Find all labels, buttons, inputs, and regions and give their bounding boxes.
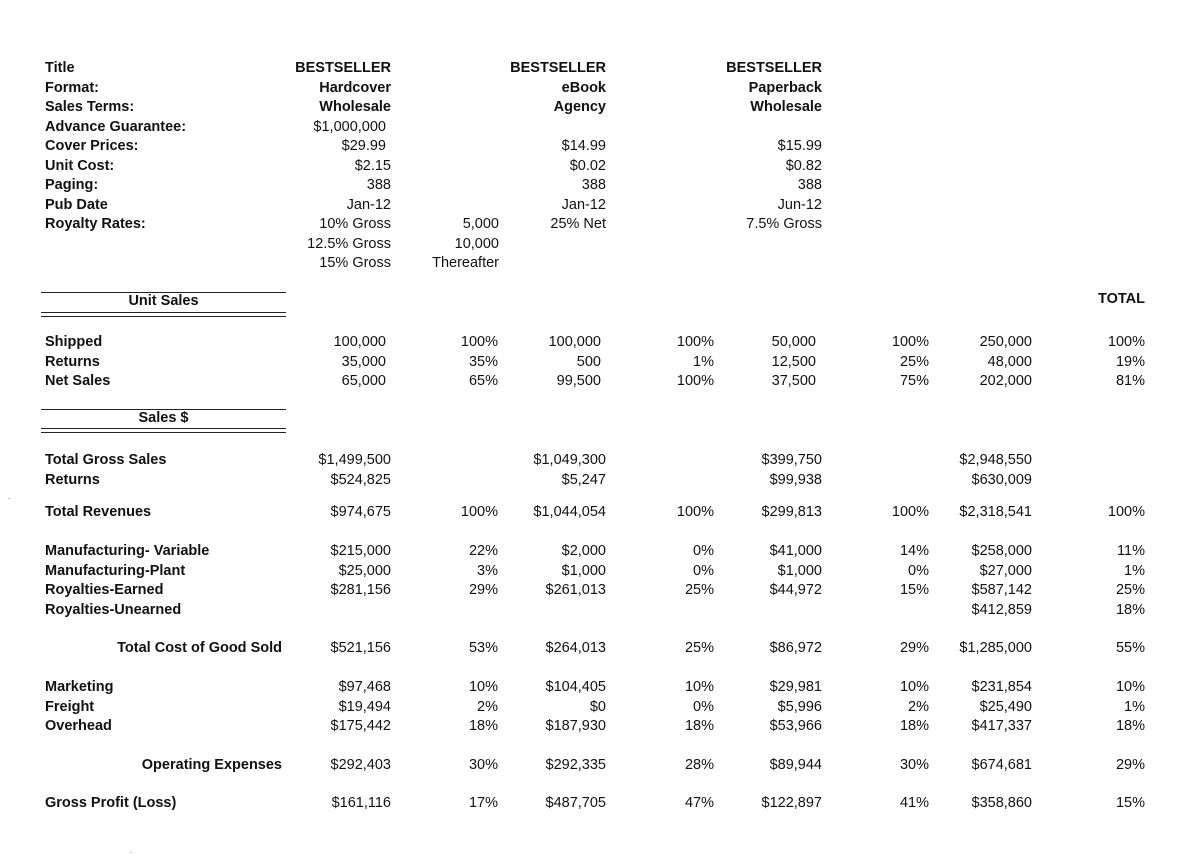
hc-title: BESTSELLER	[295, 60, 391, 76]
cell: 1%	[1124, 562, 1145, 579]
cell: 29%	[1115, 757, 1145, 773]
label-sales-terms: Sales Terms:	[45, 99, 135, 115]
cell: 100%	[891, 504, 929, 520]
row-label-operating-expenses: Operating Expenses	[141, 757, 282, 773]
cell: $1,499,500	[318, 452, 391, 468]
section-rule-bottom	[41, 428, 286, 433]
label-pub-date: Pub Date	[45, 196, 108, 213]
section-title-sales-dollars: Sales $	[138, 410, 189, 426]
cell: $5,247	[561, 471, 606, 488]
row-label-mfg-variable: Manufacturing- Variable	[45, 543, 210, 559]
row-label-net-sales: Net Sales	[45, 373, 111, 389]
hc-royalty-3: 15% Gross	[319, 255, 391, 271]
cell: $2,318,541	[959, 504, 1032, 520]
cell: 1%	[693, 353, 714, 370]
cell: 81%	[1115, 373, 1145, 389]
eb-cover-price: $14.99	[561, 138, 606, 154]
eb-format: eBook	[561, 79, 606, 96]
cell: 65%	[468, 373, 498, 389]
cell: $231,854	[971, 679, 1032, 695]
cell: 17%	[468, 795, 498, 811]
cell: $299,813	[761, 504, 822, 520]
cell: 0%	[908, 562, 929, 579]
eb-paging: 388	[581, 177, 606, 193]
label-title: Title	[45, 60, 75, 76]
cell: $587,142	[971, 582, 1032, 598]
pb-pub-date: Jun-12	[777, 196, 822, 213]
label-cover-prices: Cover Prices:	[45, 138, 139, 154]
cell: 25%	[1115, 582, 1145, 598]
cell: 0%	[693, 562, 714, 579]
cell: 500	[576, 353, 601, 370]
cell: 15%	[1115, 795, 1145, 811]
cell: 53%	[468, 640, 498, 656]
scan-speck	[130, 852, 132, 853]
hc-threshold-1: 5,000	[462, 216, 499, 232]
cell: $1,285,000	[959, 640, 1032, 656]
row-label-total-revenues: Total Revenues	[45, 504, 152, 520]
pb-sales-terms: Wholesale	[750, 99, 822, 115]
cell: 37,500	[771, 373, 816, 389]
cell: $99,938	[769, 471, 822, 488]
cell: 22%	[468, 543, 498, 559]
cell: 75%	[899, 373, 929, 389]
hc-sales-terms: Wholesale	[319, 99, 391, 115]
cell: 29%	[468, 582, 498, 598]
cell: 48,000	[987, 353, 1032, 370]
cell: $630,009	[971, 471, 1032, 488]
cell: $2,000	[561, 543, 606, 559]
label-paging: Paging:	[45, 177, 99, 193]
hc-pub-date: Jan-12	[346, 196, 391, 213]
cell: $412,859	[971, 601, 1032, 618]
cell: 2%	[908, 698, 929, 715]
row-label-returns: Returns	[45, 471, 100, 488]
cell: $521,156	[330, 640, 391, 656]
cell: $27,000	[979, 562, 1032, 579]
eb-royalty-1: 25% Net	[550, 216, 606, 232]
cell: 18%	[899, 718, 929, 734]
row-label-royalties-earned: Royalties-Earned	[45, 582, 164, 598]
cell: 0%	[693, 698, 714, 715]
cell: 100%	[1107, 504, 1145, 520]
hc-cover-price: $29.99	[341, 138, 386, 154]
cell: 100%	[1107, 334, 1145, 350]
row-label-freight: Freight	[45, 698, 95, 715]
cell: 18%	[684, 718, 714, 734]
cell: 18%	[1115, 601, 1145, 618]
cell: 100%	[676, 504, 714, 520]
scan-speck	[8, 498, 10, 499]
cell: 35%	[468, 353, 498, 370]
cell: 100%	[676, 373, 714, 389]
cell: 1%	[1124, 698, 1145, 715]
eb-pub-date: Jan-12	[561, 196, 606, 213]
cell: 100,000	[333, 334, 386, 350]
cell: 28%	[684, 757, 714, 773]
hc-threshold-3: Thereafter	[432, 255, 499, 271]
cell: 100%	[460, 504, 498, 520]
cell: $86,972	[769, 640, 822, 656]
hc-unit-cost: $2.15	[354, 157, 391, 174]
total-column-header: TOTAL	[1098, 291, 1145, 307]
cell: 202,000	[979, 373, 1032, 389]
cell: $1,044,054	[533, 504, 606, 520]
cell: 35,000	[341, 353, 386, 370]
row-label-overhead: Overhead	[45, 718, 112, 734]
cell: $2,948,550	[959, 452, 1032, 468]
cell: 41%	[899, 795, 929, 811]
row-label-mfg-plant: Manufacturing-Plant	[45, 562, 186, 579]
section-title-unit-sales: Unit Sales	[128, 293, 199, 309]
cell: $261,013	[545, 582, 606, 598]
hc-paging: 388	[366, 177, 391, 193]
row-label-returns: Returns	[45, 353, 100, 370]
row-label-gross-profit: Gross Profit (Loss)	[45, 795, 177, 811]
cell: 14%	[899, 543, 929, 559]
cell: 12,500	[771, 353, 816, 370]
cell: $487,705	[545, 795, 606, 811]
pb-format: Paperback	[748, 79, 822, 96]
cell: $97,468	[338, 679, 391, 695]
label-format: Format:	[45, 79, 99, 96]
eb-sales-terms: Agency	[553, 99, 606, 115]
cell: 65,000	[341, 373, 386, 389]
cell: $89,944	[769, 757, 822, 773]
hc-threshold-2: 10,000	[454, 235, 499, 252]
pb-cover-price: $15.99	[777, 138, 822, 154]
cell: 99,500	[556, 373, 601, 389]
cell: $399,750	[761, 452, 822, 468]
pb-title: BESTSELLER	[726, 60, 822, 76]
row-label-shipped: Shipped	[45, 334, 103, 350]
cell: 0%	[693, 543, 714, 559]
cell: 100%	[460, 334, 498, 350]
hc-advance: $1,000,000	[313, 118, 386, 135]
row-label-gross-sales: Total Gross Sales	[45, 452, 167, 468]
cell: $292,335	[545, 757, 606, 773]
label-royalty-rates: Royalty Rates:	[45, 216, 146, 232]
cell: 10%	[1115, 679, 1145, 695]
cell: 25%	[684, 640, 714, 656]
hc-format: Hardcover	[319, 79, 391, 96]
label-advance: Advance Guarantee:	[45, 118, 187, 135]
cell: 30%	[899, 757, 929, 773]
cell: $25,000	[338, 562, 391, 579]
cell: $1,000	[561, 562, 606, 579]
cell: $29,981	[769, 679, 822, 695]
cell: $19,494	[338, 698, 391, 715]
cell: $674,681	[971, 757, 1032, 773]
cell: 15%	[899, 582, 929, 598]
cell: 50,000	[771, 334, 816, 350]
hc-royalty-1: 10% Gross	[319, 216, 391, 232]
pb-royalty-1: 7.5% Gross	[746, 216, 822, 232]
cell: 10%	[684, 679, 714, 695]
row-label-royalties-unearned: Royalties-Unearned	[45, 601, 182, 618]
cell: 29%	[899, 640, 929, 656]
cell: $1,049,300	[533, 452, 606, 468]
row-label-marketing: Marketing	[45, 679, 114, 695]
cell: $264,013	[545, 640, 606, 656]
cell: 18%	[1115, 718, 1145, 734]
cell: $175,442	[330, 718, 391, 734]
cell: 10%	[468, 679, 498, 695]
pb-unit-cost: $0.82	[785, 157, 822, 174]
cell: $292,403	[330, 757, 391, 773]
cell: 47%	[684, 795, 714, 811]
cell: 55%	[1115, 640, 1145, 656]
cell: 3%	[477, 562, 498, 579]
cell: 25%	[684, 582, 714, 598]
cell: $41,000	[769, 543, 822, 559]
cell: 100,000	[548, 334, 601, 350]
cell: 10%	[899, 679, 929, 695]
cell: $122,897	[761, 795, 822, 811]
cell: 25%	[899, 353, 929, 370]
eb-unit-cost: $0.02	[569, 157, 606, 174]
cell: $974,675	[330, 504, 391, 520]
cell: 100%	[891, 334, 929, 350]
cell: $44,972	[769, 582, 822, 598]
cell: $258,000	[971, 543, 1032, 559]
cell: $1,000	[777, 562, 822, 579]
label-unit-cost: Unit Cost:	[45, 157, 115, 174]
section-rule-bottom	[41, 312, 286, 317]
cell: 250,000	[979, 334, 1032, 350]
cell: $358,860	[971, 795, 1032, 811]
cell: $53,966	[769, 718, 822, 734]
cell: 18%	[468, 718, 498, 734]
pb-paging: 388	[797, 177, 822, 193]
eb-title: BESTSELLER	[510, 60, 606, 76]
row-label-total-cogs: Total Cost of Good Sold	[117, 640, 282, 656]
cell: 11%	[1117, 543, 1145, 559]
cell: $5,996	[777, 698, 822, 715]
cell: 2%	[477, 698, 498, 715]
cell: $0	[589, 698, 606, 715]
cell: $25,490	[979, 698, 1032, 715]
cell: $161,116	[331, 795, 391, 811]
cell: $215,000	[330, 543, 391, 559]
cell: 30%	[468, 757, 498, 773]
hc-royalty-2: 12.5% Gross	[307, 235, 391, 252]
cell: 100%	[676, 334, 714, 350]
cell: $281,156	[330, 582, 391, 598]
cell: $524,825	[330, 471, 391, 488]
cell: 19%	[1115, 353, 1145, 370]
cell: $187,930	[545, 718, 606, 734]
cell: $104,405	[545, 679, 606, 695]
cell: $417,337	[971, 718, 1032, 734]
